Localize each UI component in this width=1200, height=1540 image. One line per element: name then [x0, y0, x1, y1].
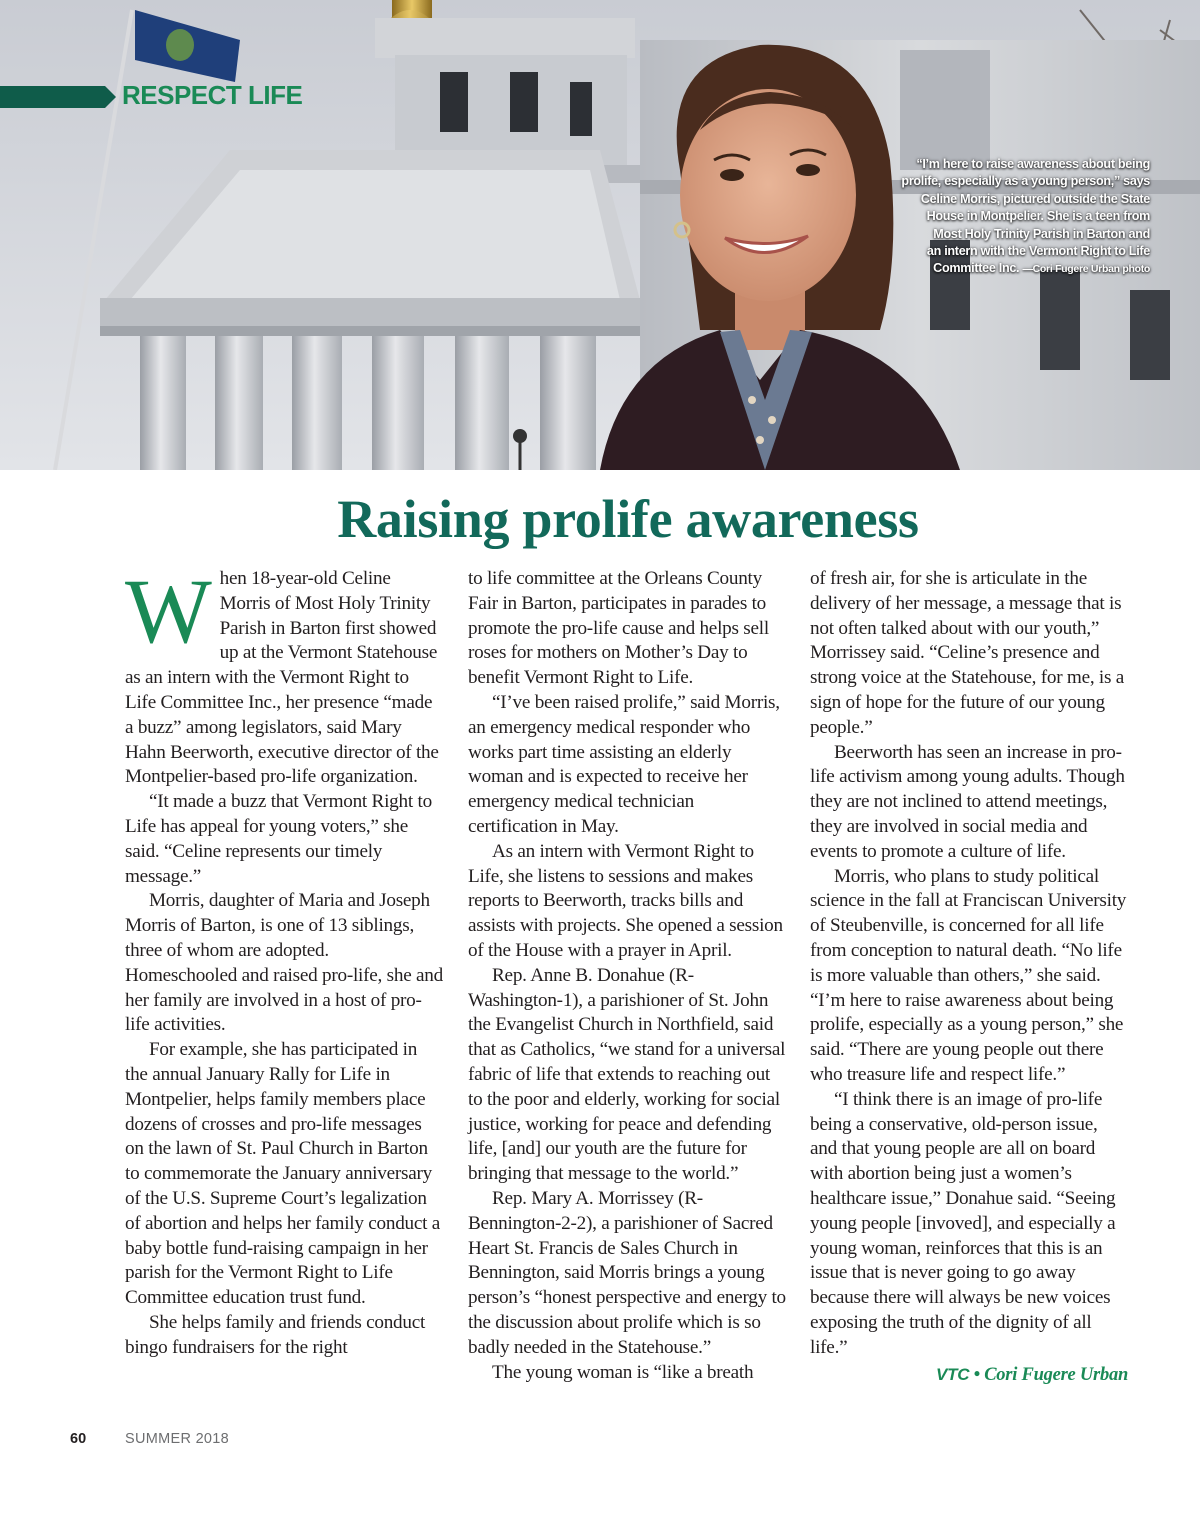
caption-line: House in Montpelier. She is a teen from	[926, 209, 1150, 224]
photo-caption	[880, 156, 1150, 279]
paragraph: Rep. Mary A. Morrissey (R-Bennington-2-2), a parishioner of Sacred Heart St. Francis de Sales Church in Bennington, said Morris brings a young person’s “honest perspective and energy to the discussion about prolife which is so badly needed in the Statehouse.”	[468, 1187, 786, 1358]
caption-line: Celine Morris, pictured outside the State	[920, 191, 1150, 206]
paragraph	[125, 560, 443, 790]
issue-label: SUMMER 2018	[125, 1431, 230, 1447]
drop-cap: W	[125, 560, 212, 662]
paragraph: She helps family and friends conduct bingo fundraisers for the right	[125, 1311, 426, 1358]
article-headline: Raising prolife awareness	[337, 489, 919, 549]
paragraph: Morris, who plans to study political science in the fall at Franciscan University of Steubenville, is concerned for all life from conception to natural death. “No life is more valuable than others,” she said. “I’m here to raise awareness about being prolife, especially as a young person,” she said. “There are young people out there who treasure life and respect life.”	[810, 865, 1127, 1085]
caption-line: Committee Inc.	[933, 261, 1020, 276]
author-name: Cori Fugere Urban	[984, 1364, 1128, 1385]
paragraph-text: hen 18-year-old Celine Morris of Most Holy Trinity Parish in Barton first showed up at the Vermont Statehouse as an intern with the Vermont Right to Life Committee Inc., her presence “made a buzz” among legislators, said Mary Hahn Beerworth, executive director of the Montpelier-based pro-life organization.	[125, 568, 439, 788]
article-column-3	[810, 567, 1128, 1387]
caption-line: prolife, especially as a young person,” says	[901, 174, 1150, 189]
publication-mark: VTC	[935, 1364, 970, 1384]
paragraph: “It made a buzz that Vermont Right to Life has appeal for young voters,” she said. “Celine represents our timely message.”	[125, 791, 432, 887]
signature-separator: •	[973, 1364, 980, 1385]
paragraph: “I think there is an image of pro-life being a conservative, old-person issue, and that young people are all on board with abortion being just a women’s healthcare issue,” Donahue said. “Seeing young people [invoved], and especially a young woman, reinforces that this is an issue that is never going to go away because there will always be new voices exposing the truth of the dignity of all life.”	[810, 1088, 1116, 1358]
paragraph: Morris, daughter of Maria and Joseph Morris of Barton, is one of 13 siblings, three of whom are adopted. Homeschooled and raised pro-life, she and her family are involved in a host of pro-life activities.	[125, 890, 443, 1036]
section-bar	[0, 86, 116, 108]
caption-last-line	[880, 260, 1150, 278]
paragraph: “I’ve been raised prolife,” said Morris, an emergency medical responder who works part time assisting an elderly woman and is expected to receive her emergency medical technician certification in May.	[468, 691, 780, 837]
article-column-1	[125, 560, 443, 1361]
photo-credit: —Cori Fugere Urban photo	[1022, 263, 1150, 276]
article-column-2	[468, 567, 786, 1385]
section-label: RESPECT LIFE	[122, 80, 303, 110]
caption-line: an intern with the Vermont Right to Life	[926, 244, 1150, 259]
caption-line: “I’m here to raise awareness about being	[916, 157, 1150, 171]
paragraph: Beerworth has seen an increase in pro-life activism among young adults. Though they are not inclined to attend meetings, they are involved in social media and events to promote a culture of life.	[810, 741, 1125, 862]
paragraph: to life committee at the Orleans County Fair in Barton, participates in parades to promote the pro-life cause and helps sell roses for mothers on Mother’s Day to benefit Vermont Right to Life.	[468, 568, 769, 689]
paragraph: As an intern with Vermont Right to Life, she listens to sessions and makes reports to Beerworth, tracks bills and assists with projects. She opened a session of the House with a prayer in April.	[468, 840, 783, 961]
paragraph: The young woman is “like a breath	[492, 1361, 754, 1383]
caption-line: Most Holy Trinity Parish in Barton and	[933, 226, 1150, 241]
paragraph: of fresh air, for she is articulate in the delivery of her message, a message that is not often talked about with our youth,” Morrissey said. “Celine’s presence and strong voice at the Statehouse, for me, is a sign of hope for the future of our young people.”	[810, 568, 1125, 738]
page-number: 60	[70, 1431, 87, 1447]
paragraph: For example, she has participated in the annual January Rally for Life in Montpelier, helps family members place dozens of crosses and pro-life messages on the lawn of St. Paul Church in Barton to commemorate the January anniversary of the U.S. Supreme Court’s legalization of abortion and helps her family conduct a baby bottle fund-raising campaign in her parish for the Vermont Right to Life Committee education trust fund.	[125, 1039, 441, 1309]
article-signature	[810, 1363, 1128, 1388]
paragraph: Rep. Anne B. Donahue (R-Washington-1), a parishioner of St. John the Evangelist Church in Northfield, said that as Catholics, “we stand for a universal fabric of life that extends to reaching out to the poor and elderly, working for social justice, working for peace and defending life, [and] our youth are the future for bringing that message to the world.”	[468, 964, 786, 1185]
